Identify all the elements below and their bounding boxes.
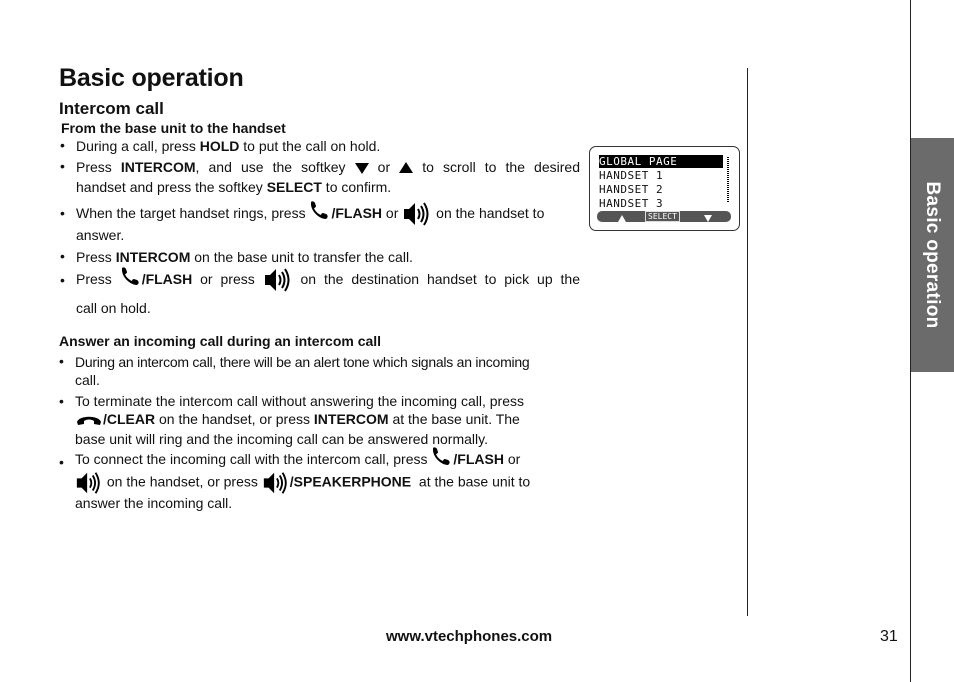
section-title: Intercom call xyxy=(59,99,164,118)
phone-handset-icon xyxy=(431,446,453,466)
side-tab xyxy=(911,138,954,372)
s1-bullet3-line2: answer. xyxy=(76,227,125,243)
s1-bullet2-line2: handset and press the softkey SELECT to confirm. xyxy=(76,179,392,195)
bullet-dot: • xyxy=(59,454,64,470)
bullet-dot: • xyxy=(60,137,65,153)
s2-bullet3-line1: To connect the incoming call with the intercom call, press /FLASH or xyxy=(75,446,520,469)
section1-heading: From the base unit to the handset xyxy=(61,120,286,136)
speaker-icon xyxy=(263,267,293,293)
lcd-softkey-bar xyxy=(597,211,731,222)
lcd-row: HANDSET 2 xyxy=(599,183,664,196)
s1-bullet5-line2: call on hold. xyxy=(76,300,151,316)
up-arrow-icon xyxy=(618,213,626,224)
page-number: 31 xyxy=(880,628,898,645)
section2-heading: Answer an incoming call during an intercom call xyxy=(59,333,382,349)
bullet-dot: • xyxy=(60,205,65,221)
phone-handset-icon xyxy=(309,200,331,220)
lcd-row: HANDSET 1 xyxy=(599,169,664,182)
bullet-dot: • xyxy=(60,248,65,264)
s2-bullet2-line2: /CLEAR on the handset, or press INTERCOM at the base unit. The xyxy=(75,409,520,429)
hangup-icon xyxy=(75,413,103,427)
phone-handset-icon xyxy=(120,266,142,286)
s1-bullet2-line1: Press INTERCOM, and use the softkey or to scroll to the desired xyxy=(76,159,580,175)
bullet-dot: • xyxy=(60,158,65,174)
s1-bullet4: Press INTERCOM on the base unit to transfer the call. xyxy=(76,249,413,265)
page-title: Basic operation xyxy=(59,64,244,92)
s1-bullet5-line1: Press /FLASH or press on the destination handset to pick up the xyxy=(76,266,580,293)
lcd-screen xyxy=(589,146,740,231)
up-arrow-icon xyxy=(399,162,413,174)
bullet-dot: • xyxy=(60,272,65,288)
s2-bullet3-line3: answer the incoming call. xyxy=(75,495,233,511)
lcd-row-highlighted: GLOBAL PAGE xyxy=(599,155,723,168)
bullet-dot: • xyxy=(59,393,64,409)
s1-bullet3-line1: When the target handset rings, press /FLASH or on the handset to xyxy=(76,200,544,227)
s2-bullet2-line3: base unit will ring and the incoming call can be answered normally. xyxy=(75,431,488,447)
s2-bullet2-line1: To terminate the intercom call without answering the incoming call, press xyxy=(75,393,524,409)
lcd-row: HANDSET 3 xyxy=(599,197,664,210)
down-arrow-icon xyxy=(704,213,712,224)
s2-bullet1-line1: During an intercom call, there will be an alert tone which signals an incoming xyxy=(75,354,530,370)
down-arrow-icon xyxy=(355,162,369,174)
lcd-scrollbar xyxy=(727,157,729,203)
speaker-icon xyxy=(402,201,432,227)
s1-bullet1: During a call, press HOLD to put the call on hold. xyxy=(76,138,381,154)
speaker-icon xyxy=(262,470,290,496)
lcd-softkey-select: SELECT xyxy=(645,211,680,222)
side-tab-label: Basic operation xyxy=(922,181,943,329)
column-divider xyxy=(747,68,748,616)
s2-bullet3-line2: on the handset, or press /SPEAKERPHONE at the base unit to xyxy=(75,470,530,496)
bullet-dot: • xyxy=(59,353,64,369)
s2-bullet1-line2: call. xyxy=(75,372,100,388)
footer-url: www.vtechphones.com xyxy=(386,628,553,645)
